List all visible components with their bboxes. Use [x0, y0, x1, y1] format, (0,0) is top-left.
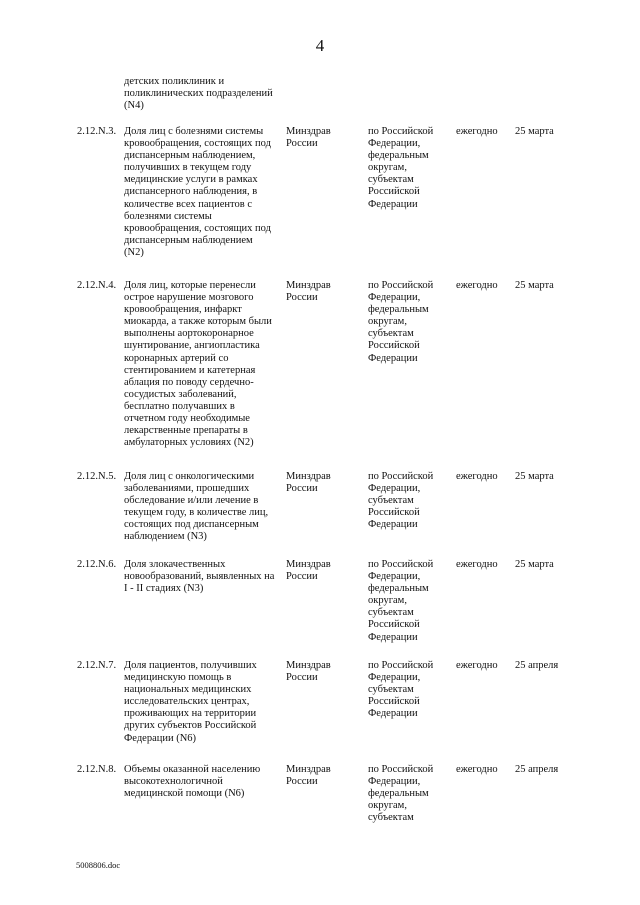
row-level: по Российской Федерации, федеральным округам, субъектам Российской Федерации [368, 126, 434, 210]
row-description: Объемы оказанной населению высокотехнологичной медицинской помощи (N6) [124, 764, 261, 800]
row-description: Доля злокачественных новообразований, выявленных на I - II стадиях (N3) [124, 559, 275, 595]
row-deadline: 25 апреля [515, 660, 559, 671]
row-frequency: ежегодно [456, 126, 498, 137]
row-code: 2.12.N.8. [77, 764, 117, 775]
row-level: по Российской Федерации, федеральным округам, субъектам Российской Федерации [368, 559, 434, 643]
row-code: 2.12.N.6. [77, 559, 117, 570]
row-frequency: ежегодно [456, 559, 498, 570]
row-code: 2.12.N.7. [77, 660, 117, 671]
continued-description: детских поликлиник и поликлинических подразделений (N4) [124, 76, 273, 112]
row-level: по Российской Федерации, субъектам Российской Федерации [368, 660, 434, 720]
row-level: по Российской Федерации, федеральным округам, субъектам [368, 764, 434, 824]
row-agency: Минздрав России [286, 660, 331, 684]
row-deadline: 25 марта [515, 280, 554, 291]
row-level: по Российской Федерации, субъектам Российской Федерации [368, 471, 434, 531]
row-level: по Российской Федерации, федеральным округам, субъектам Российской Федерации [368, 280, 434, 364]
row-description: Доля лиц с онкологическими заболеваниями, прошедших обследование и/или лечение в текущем году, в количестве лиц, состоящих под диспансерным наблюдением (N3) [124, 471, 269, 543]
row-code: 2.12.N.4. [77, 280, 117, 291]
row-frequency: ежегодно [456, 280, 498, 291]
row-deadline: 25 апреля [515, 764, 559, 775]
row-agency: Минздрав России [286, 471, 331, 495]
row-description: Доля лиц, которые перенесли острое нарушение мозгового кровообращения, инфаркт миокарда, а также которым были выполнены аортокоронарное шунтирование, ангиопластика коронарных артерий со стентированием и катетерная аблация по поводу сердечно- сосудистых заболеваний, бесплатно получавших в отчетном году необходимые лекарственные препараты в амбулаторных условиях (N2) [124, 280, 272, 449]
row-description: Доля пациентов, получивших медицинскую помощь в национальных медицинских исследовательских центрах, проживающих на территории других субъектов Российской Федерации (N6) [124, 660, 257, 744]
row-agency: Минздрав России [286, 764, 331, 788]
row-description: Доля лиц с болезнями системы кровообращения, состоящих под диспансерным наблюдением, получивших в текущем году медицинские услуги в рамках диспансерного наблюдения, в количестве всех пациентов с болезнями системы кровообращения, состоящих под диспансерным наблюдением (N2) [124, 126, 271, 258]
row-agency: Минздрав России [286, 280, 331, 304]
row-code: 2.12.N.5. [77, 471, 117, 482]
row-deadline: 25 марта [515, 126, 554, 137]
footer-filename: 5008806.doc [76, 860, 121, 870]
row-deadline: 25 марта [515, 471, 554, 482]
row-agency: Минздрав России [286, 126, 331, 150]
row-frequency: ежегодно [456, 660, 498, 671]
row-agency: Минздрав России [286, 559, 331, 583]
row-frequency: ежегодно [456, 764, 498, 775]
page-number: 4 [315, 36, 325, 55]
row-frequency: ежегодно [456, 471, 498, 482]
row-code: 2.12.N.3. [77, 126, 117, 137]
row-deadline: 25 марта [515, 559, 554, 570]
